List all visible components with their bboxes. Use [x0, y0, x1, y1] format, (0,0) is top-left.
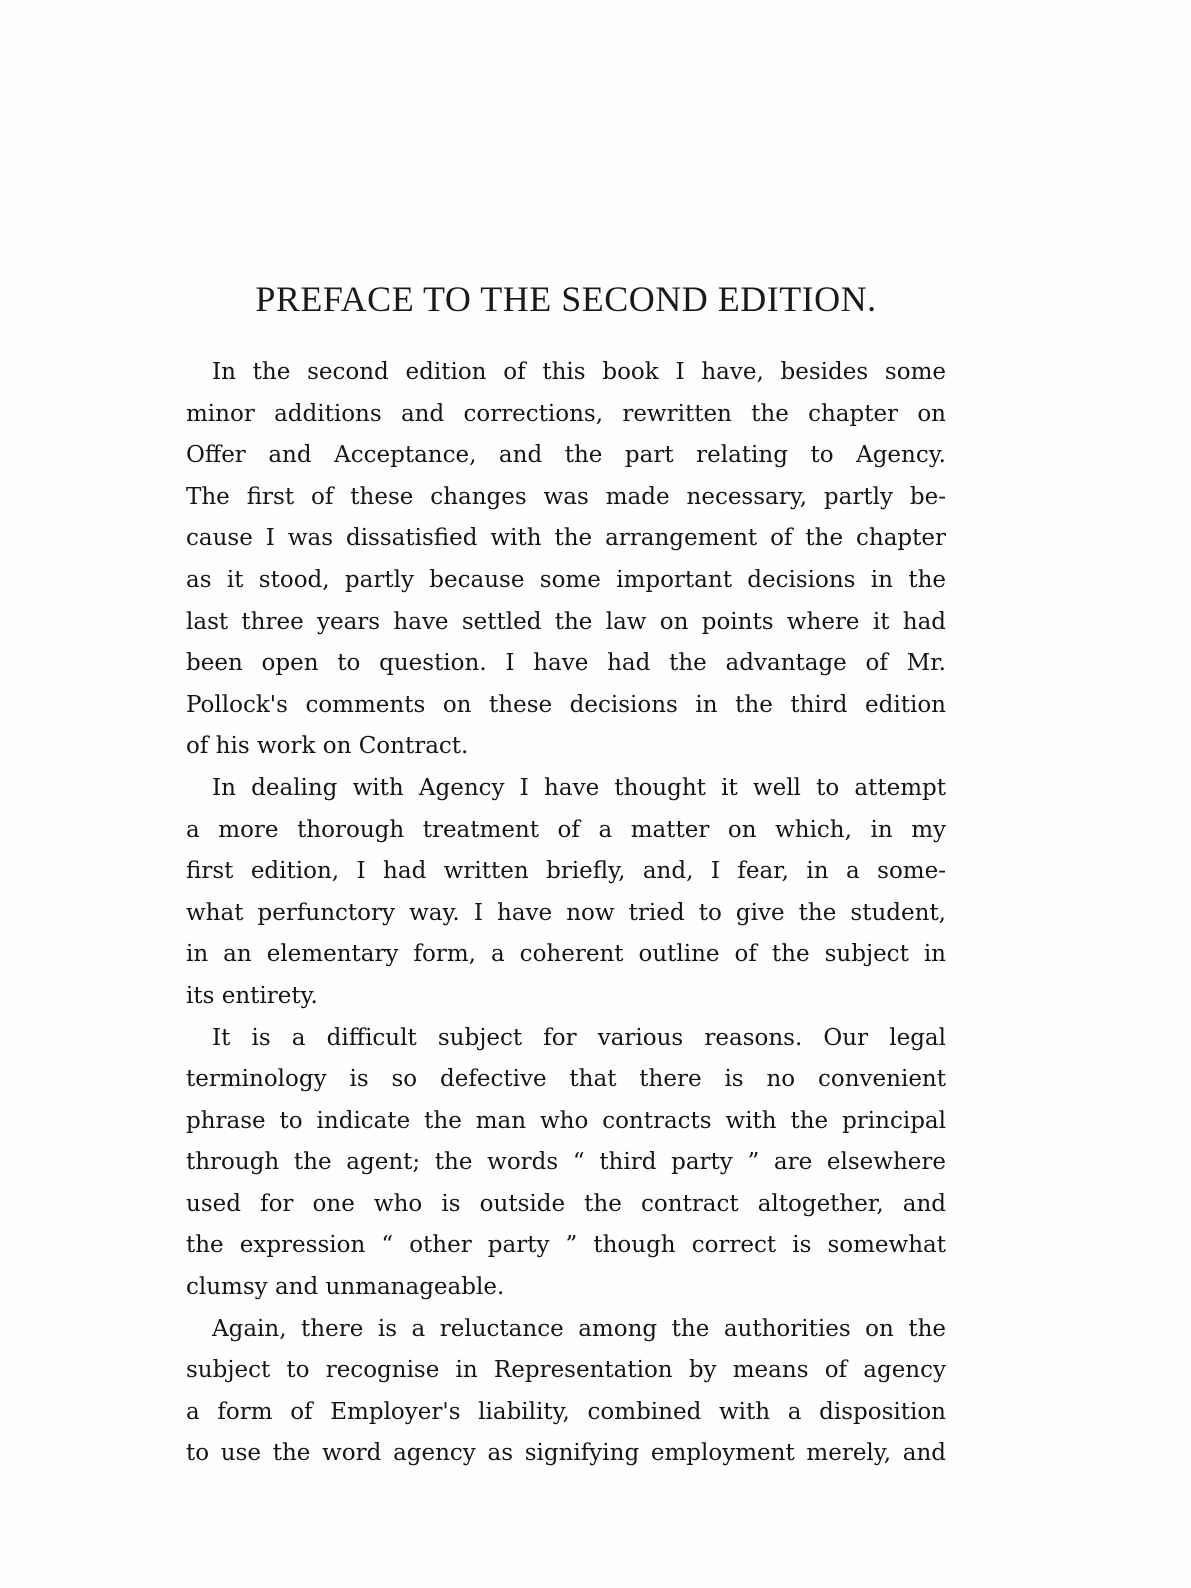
text-line: through the agent; the words “ third party ” are elsewhere: [186, 1149, 946, 1176]
text-line: Again, there is a reluctance among the authorities on the: [212, 1315, 946, 1342]
text-line: as it stood, partly because some important decisions in the: [186, 566, 946, 593]
text-line: of his work on Contract.: [186, 733, 469, 760]
paragraph: [186, 1018, 946, 1309]
text-line: Pollock's comments on these decisions in the third edition: [186, 691, 946, 718]
text-line: to use the word agency as signifying employment merely, and: [186, 1440, 946, 1467]
text-line: In the second edition of this book I have, besides some: [212, 359, 946, 385]
text-line: subject to recognise in Representation by means of agency: [186, 1357, 946, 1384]
paragraph: [186, 352, 946, 768]
text-line: used for one who is outside the contract altogether, and: [186, 1190, 946, 1217]
text-line: cause I was dissatisfied with the arrangement of the chapter: [186, 525, 946, 552]
page-title: PREFACE TO THE SECOND EDITION.: [255, 279, 877, 319]
text-line: In dealing with Agency I have thought it well to attempt: [212, 774, 946, 801]
text-line: minor additions and corrections, rewritten the chapter on: [186, 400, 946, 427]
text-line: first edition, I had written briefly, and, I fear, in a some-: [186, 858, 946, 885]
text-line: a form of Employer's liability, combined with a disposition: [186, 1398, 946, 1425]
text-line: terminology is so defective that there is no convenient: [186, 1066, 946, 1093]
text-line: in an elementary form, a coherent outline of the subject in: [186, 941, 946, 968]
text-line: its entirety.: [186, 982, 318, 1009]
text-line: the expression “ other party ” though correct is somewhat: [186, 1232, 946, 1259]
paragraph: [186, 1309, 946, 1475]
document-body: [186, 352, 946, 1475]
text-line: It is a difficult subject for various reasons. Our legal: [212, 1024, 946, 1051]
text-line: last three years have settled the law on points where it had: [186, 608, 946, 635]
text-line: been open to question. I have had the advantage of Mr.: [186, 650, 946, 677]
text-line: phrase to indicate the man who contracts with the principal: [186, 1107, 946, 1134]
text-line: Offer and Acceptance, and the part relating to Agency.: [186, 442, 946, 469]
text-line: The first of these changes was made necessary, partly be-: [186, 483, 946, 510]
text-line: what perfunctory way. I have now tried to give the student,: [186, 899, 946, 926]
paragraph: [186, 768, 946, 1018]
text-line: clumsy and unmanageable.: [186, 1274, 505, 1301]
text-line: a more thorough treatment of a matter on which, in my: [186, 816, 946, 843]
